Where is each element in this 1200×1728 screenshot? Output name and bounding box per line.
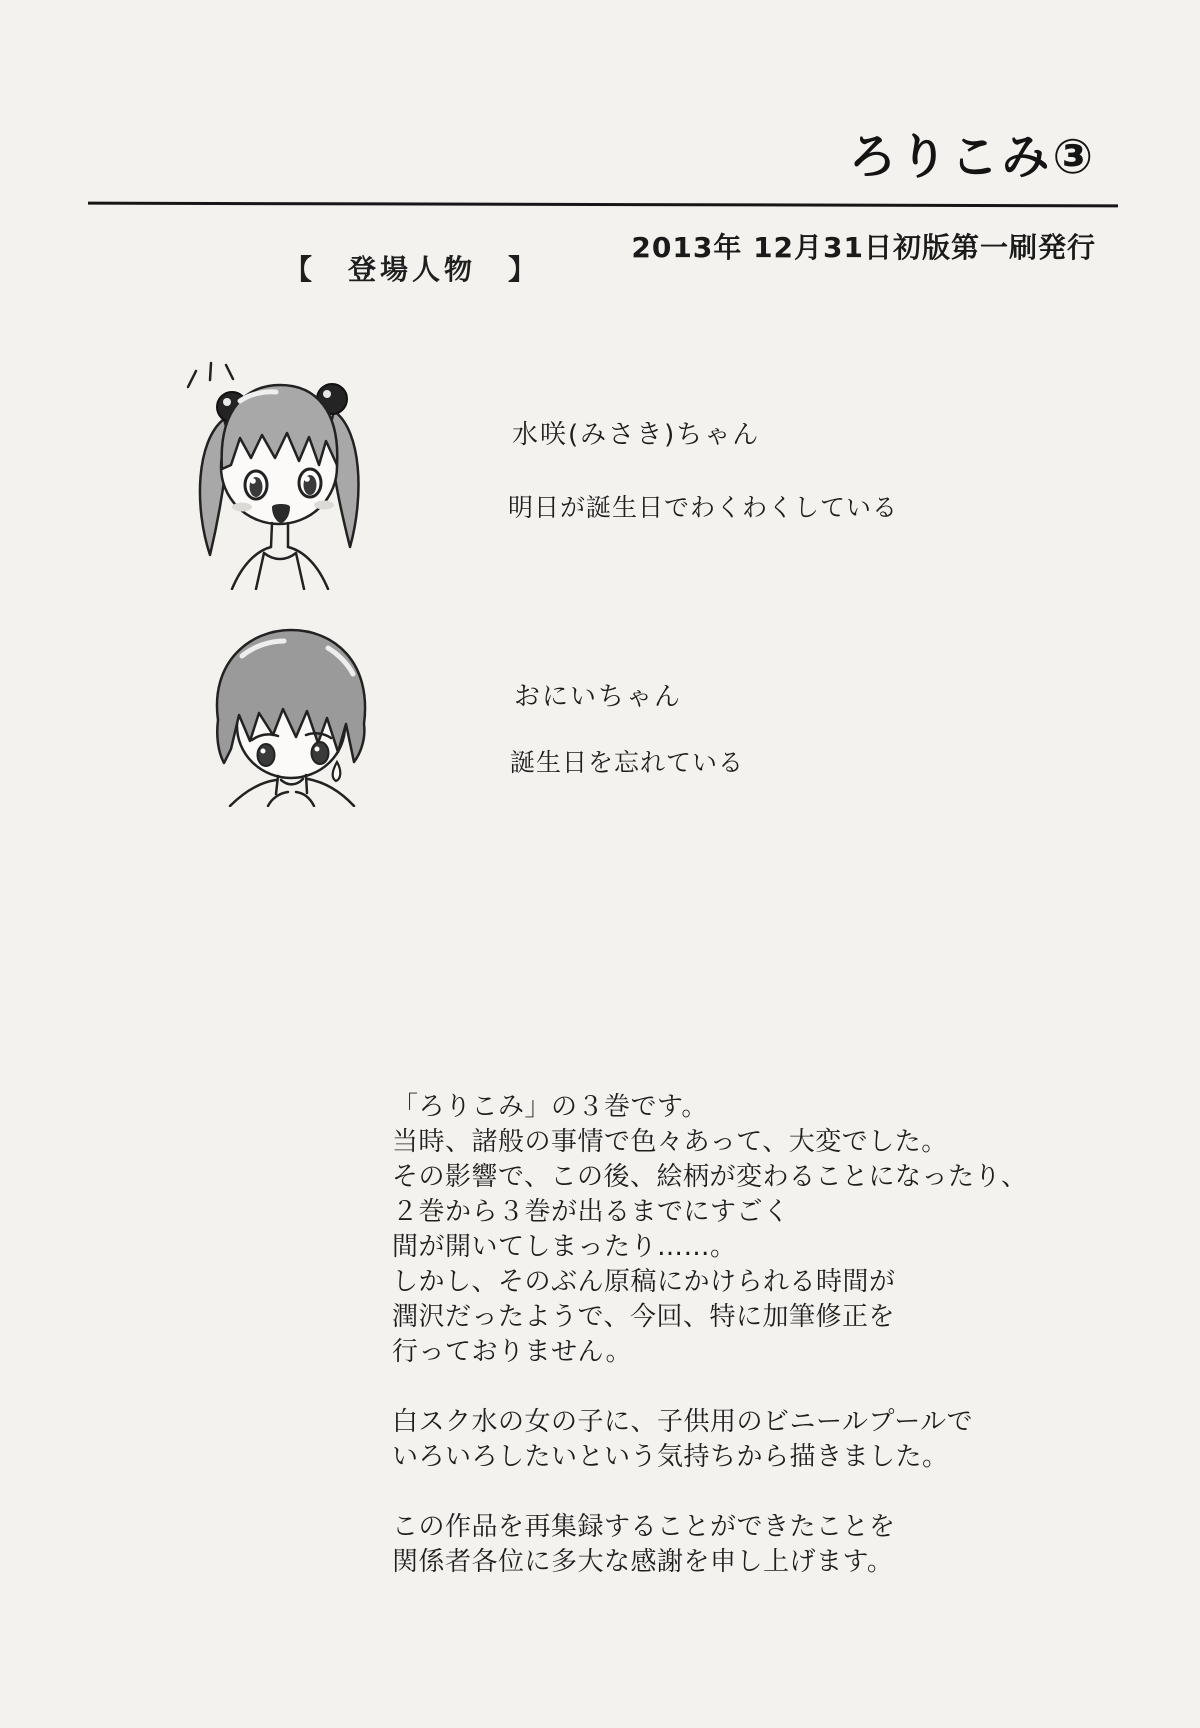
afterword-line: その影響で、この後、絵柄が変わることになったり、 [392,1162,1028,1192]
afterword-text [392,1090,1027,1615]
afterword-line: 白スク水の女の子に、子供用のビニールプールで [392,1407,974,1437]
afterword-line: 行っておりません。 [392,1337,633,1367]
boy-description: 誕生日を忘れている [510,748,745,777]
afterword-line: いろいろしたいという気持ちから描きました。 [392,1442,949,1472]
afterword-line: 当時、諸般の事情で色々あって、大変でした。 [392,1127,948,1157]
afterword-line: 「ろりこみ」の３巻です。 [392,1092,708,1122]
afterword-line: しかし、そのぶん原稿にかけられる時間が [392,1267,896,1297]
boy-name: おにいちゃん [514,682,683,712]
afterword-paragraph [392,1090,1027,1370]
boy-hoodie-icon [196,622,386,807]
edition-date-line: 2013年 12月31日初版第一刷発行 [631,231,1096,264]
page-title: ろりこみ③ [848,129,1096,185]
girl-character-illustration [180,345,375,590]
afterword-line: 潤沢だったようで、今回、特に加筆修正を [392,1302,895,1332]
afterword-paragraph [392,1405,1027,1475]
afterword-line: ２巻から３巻が出るまでにすごく [392,1197,790,1227]
afterword-line: この作品を再集録することができたことを [392,1512,896,1542]
girl-twintails-icon [180,345,375,590]
afterword-paragraph [392,1510,1027,1580]
girl-description: 明日が誕生日でわくわくしている [508,493,899,522]
characters-section-header: 【 登場人物 】 [284,253,541,286]
afterword-line: 間が開いてしまったり……。 [392,1232,737,1262]
boy-character-illustration [196,622,386,807]
afterword-line: 関係者各位に多大な感謝を申し上げます。 [392,1547,894,1577]
girl-name: 水咲(みさき)ちゃん [512,420,761,450]
horizontal-rule [88,202,1118,208]
